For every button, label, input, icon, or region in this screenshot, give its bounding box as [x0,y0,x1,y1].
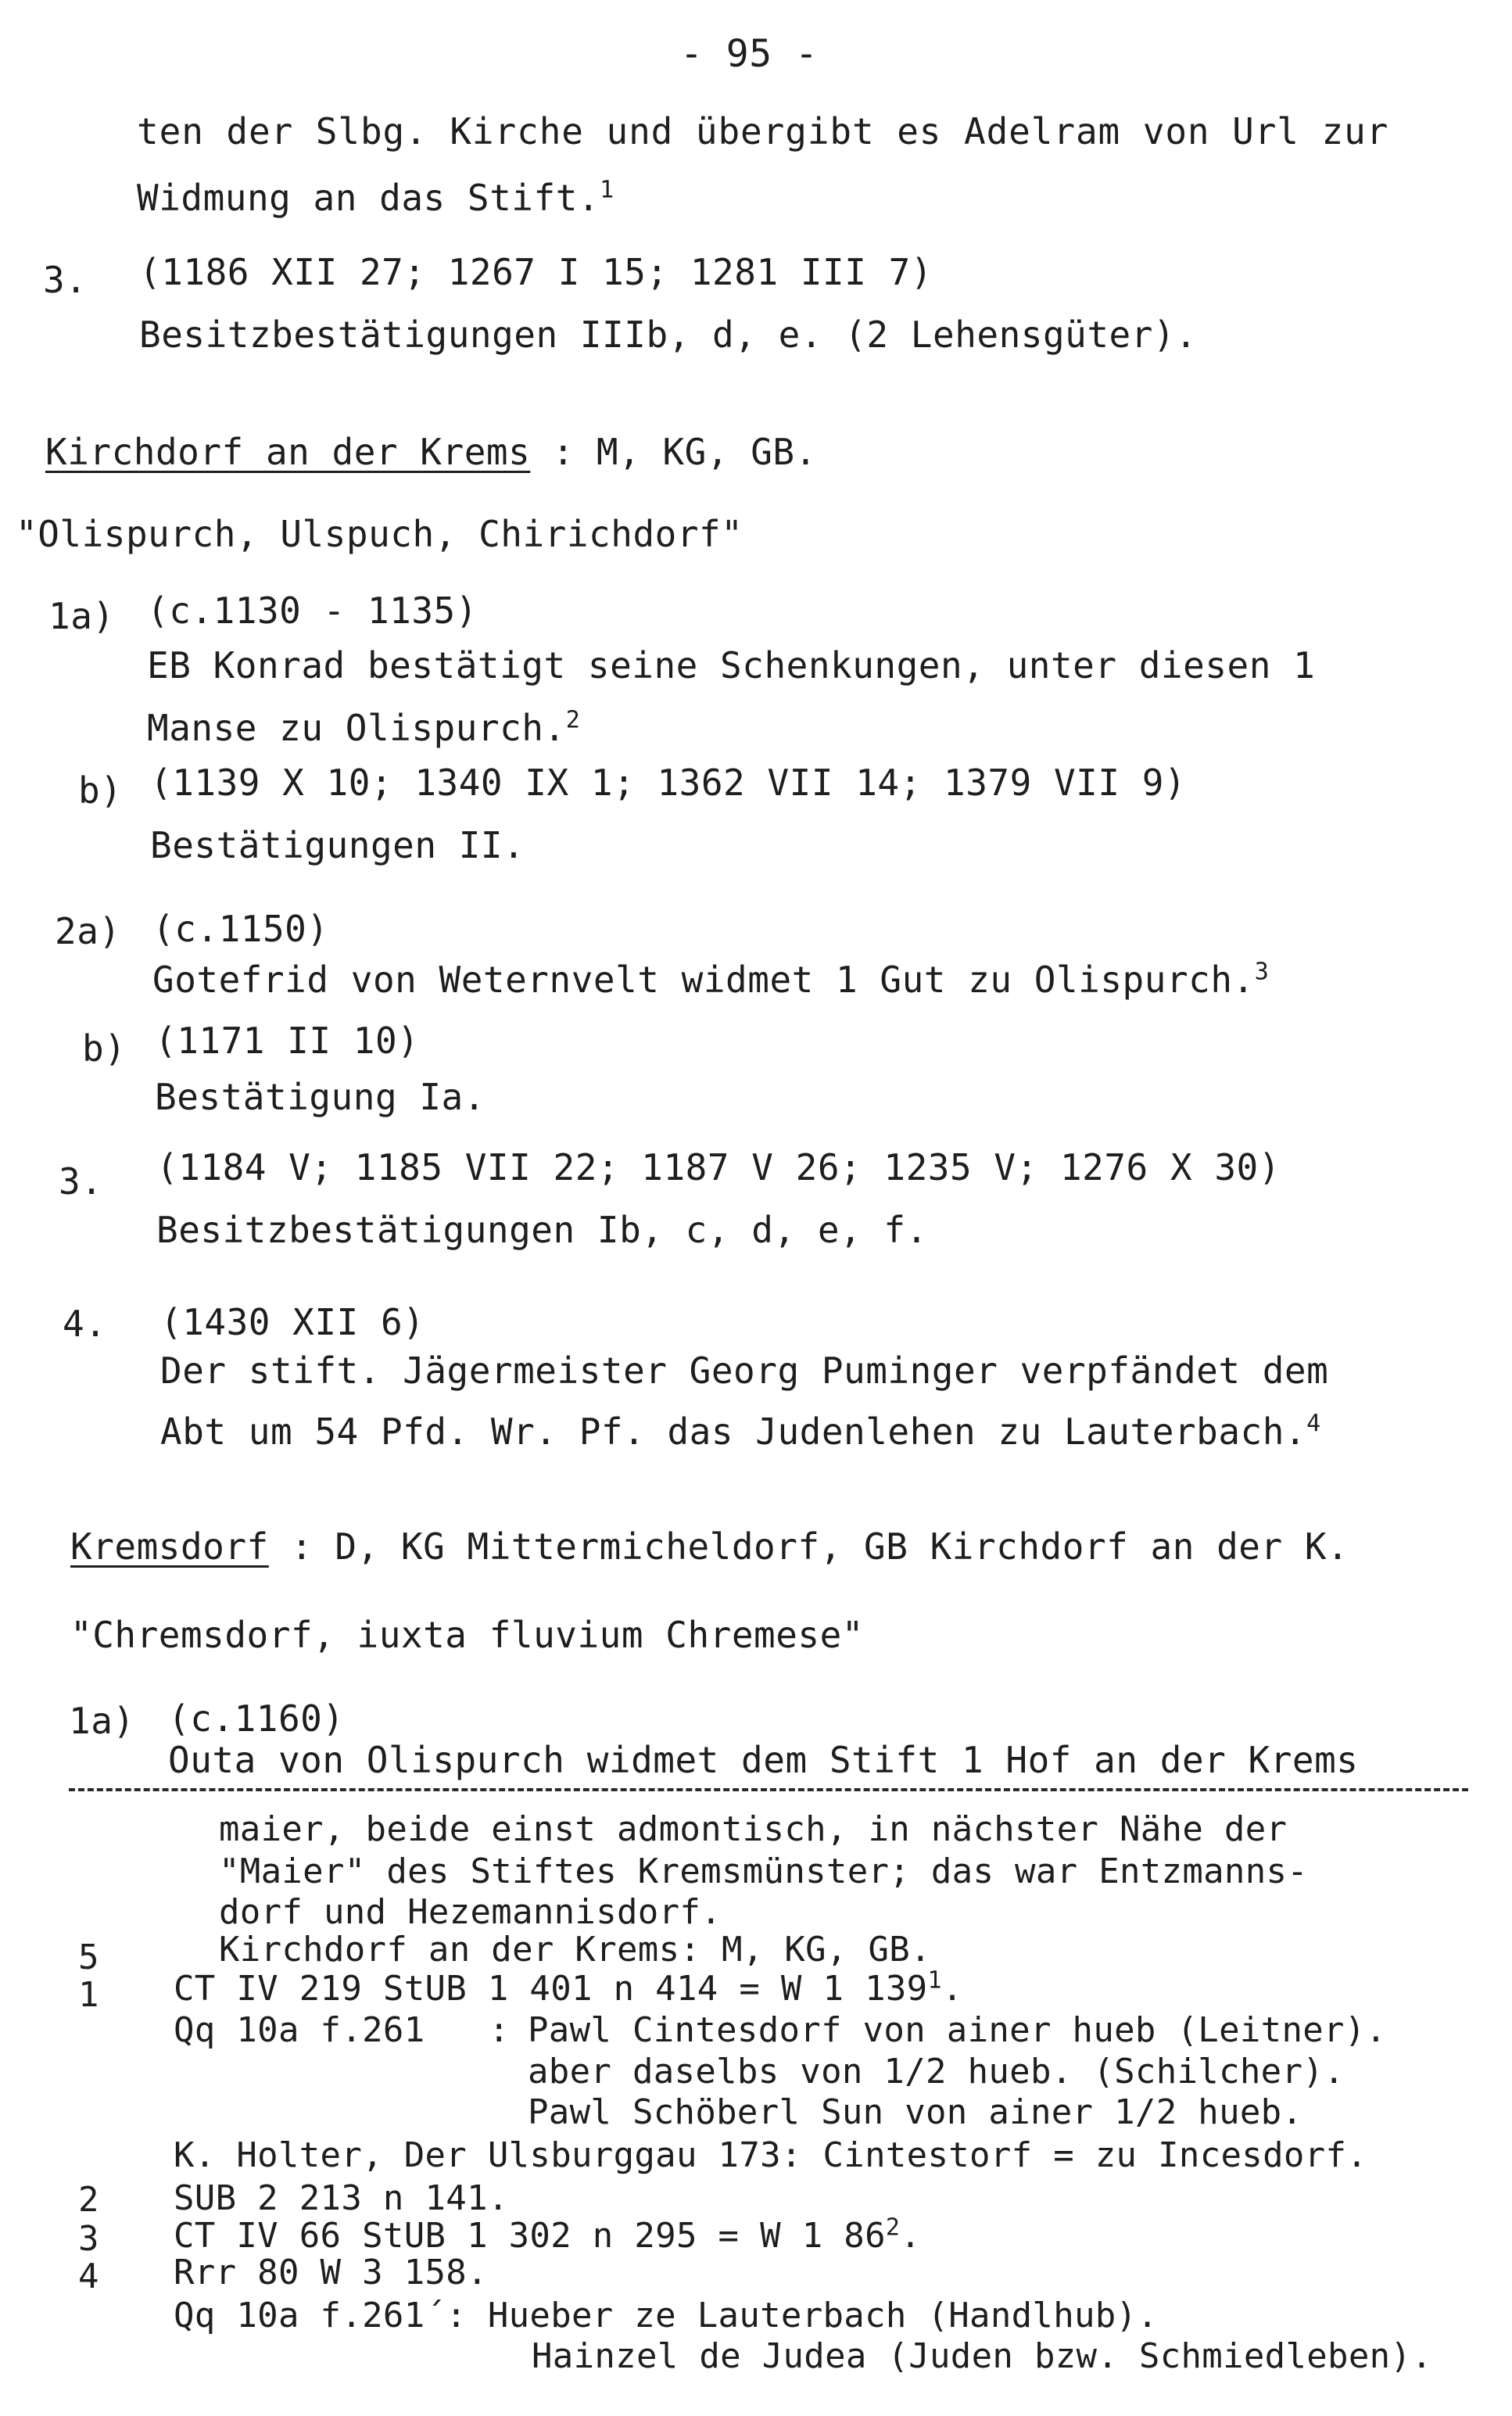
text-line [137,176,614,219]
text-span: Widmung an das Stift. [137,177,600,219]
text-line: Outa von Olispurch widmet dem Stift 1 Hof an der Krems [168,1739,1359,1781]
footnote-line: aber daselbs von 1/2 hueb. (Schilcher). [528,2052,1345,2092]
text-span: . [900,2216,922,2256]
entry-number: 3. [59,1160,103,1203]
text-line: Bestätigungen II. [150,824,525,866]
footnote-number: 4 [78,2256,99,2296]
place-name: Kirchdorf an der Krems [45,431,531,473]
footnote-ref: 2 [885,2213,901,2242]
place-variants: "Olispurch, Ulspuch, Chirichdorf" [16,513,743,555]
footnote-rule [69,1788,1468,1791]
text-span: CT IV 219 StUB 1 401 n 414 = W 1 139 [174,1969,928,2009]
place-name: Kremsdorf [70,1525,269,1568]
date-line: (c.1130 - 1135) [147,590,478,632]
date-line: (c.1160) [168,1697,345,1740]
text-span: Manse zu Olispurch. [147,707,566,749]
entry-number: 1a) [48,595,115,637]
footnote-line: Pawl Cintesdorf von ainer hueb (Leitner). [528,2010,1387,2050]
footnote-ref: 1 [600,176,614,204]
entry-number: 1a) [69,1700,135,1742]
place-heading [45,431,817,473]
text-span: Abt um 54 Pfd. Wr. Pf. das Judenlehen zu Lauterbach. [160,1411,1307,1453]
text-line: Bestätigung Ia. [155,1076,485,1118]
footnote-line: Pawl Schöberl Sun von ainer 1/2 hueb. [528,2092,1303,2132]
footnote-line: Kirchdorf an der Krems: M, KG, GB. [219,1930,931,1970]
place-attributes: : D, KG Mittermicheldorf, GB Kirchdorf an der K. [290,1525,1349,1568]
text-line: Besitzbestätigungen Ib, c, d, e, f. [156,1209,928,1251]
footnote-line: K. Holter, Der Ulsburggau 173: Cintestorf = zu Incesdorf. [174,2135,1368,2175]
footnote-line: Qq 10a f.261 [174,2010,425,2050]
page-number: - 95 - [680,32,819,76]
footnote-line: Rrr 80 W 3 158. [174,2253,488,2292]
date-line: (1430 XII 6) [160,1301,425,1343]
entry-number: b) [82,1027,127,1070]
footnote-line: dorf und Hezemannisdorf. [219,1892,722,1932]
text-line: EB Konrad bestätigt seine Schenkungen, unter diesen 1 [147,644,1316,686]
footnote-number: 3 [78,2219,99,2259]
footnote-line: "Maier" des Stiftes Kremsmünster; das war Entzmanns- [219,1851,1309,1891]
place-variants: "Chremsdorf, iuxta fluvium Chremese" [70,1614,864,1656]
text-span: . [941,1969,963,2009]
footnote-number: 5 [78,1937,99,1977]
text-line: Besitzbestätigungen IIIb, d, e. (2 Lehensgüter). [139,314,1198,356]
date-line: (c.1150) [152,908,329,950]
text-line [160,1410,1321,1453]
text-line: Der stift. Jägermeister Georg Puminger verpfändet dem [160,1350,1329,1392]
footnote-line: Hainzel de Judea (Juden bzw. Schmiedleben). [532,2336,1432,2376]
date-line: (1184 V; 1185 VII 22; 1187 V 26; 1235 V; 1276 X 30) [156,1146,1281,1188]
footnote-ref: 4 [1306,1410,1321,1438]
text-line [152,958,1270,1001]
text-span: Gotefrid von Weternvelt widmet 1 Gut zu Olispurch. [152,959,1255,1001]
text-span: CT IV 66 StUB 1 302 n 295 = W 1 86 [174,2216,886,2256]
footnote-number: 2 [78,2180,99,2220]
date-line: (1139 X 10; 1340 IX 1; 1362 VII 14; 1379 VII 9) [150,762,1187,804]
entry-number: b) [78,769,123,812]
footnote-line: : [489,2010,510,2050]
place-attributes: : M, KG, GB. [552,431,817,473]
entry-number: 2a) [55,910,121,952]
date-line: (1171 II 10) [155,1020,420,1062]
footnote-ref: 1 [927,1966,942,1995]
footnote-line: SUB 2 213 n 141. [174,2178,509,2218]
footnote-line [174,1966,963,2009]
date-line: (1186 XII 27; 1267 I 15; 1281 III 7) [139,251,933,293]
footnote-number: 1 [78,1975,99,2015]
footnote-line: Qq 10a f.261´: Hueber ze Lauterbach (Handlhub). [174,2296,1159,2335]
footnote-line: maier, beide einst admontisch, in nächster Nähe der [219,1809,1288,1849]
entry-number: 4. [63,1303,107,1345]
footnote-ref: 2 [565,706,581,734]
entry-number: 3. [43,259,88,301]
footnote-ref: 3 [1254,958,1270,986]
text-line: ten der Slbg. Kirche und übergibt es Adelram von Url zur [137,110,1389,152]
footnote-line [174,2213,922,2256]
text-line [147,706,581,749]
place-heading [70,1525,1349,1568]
